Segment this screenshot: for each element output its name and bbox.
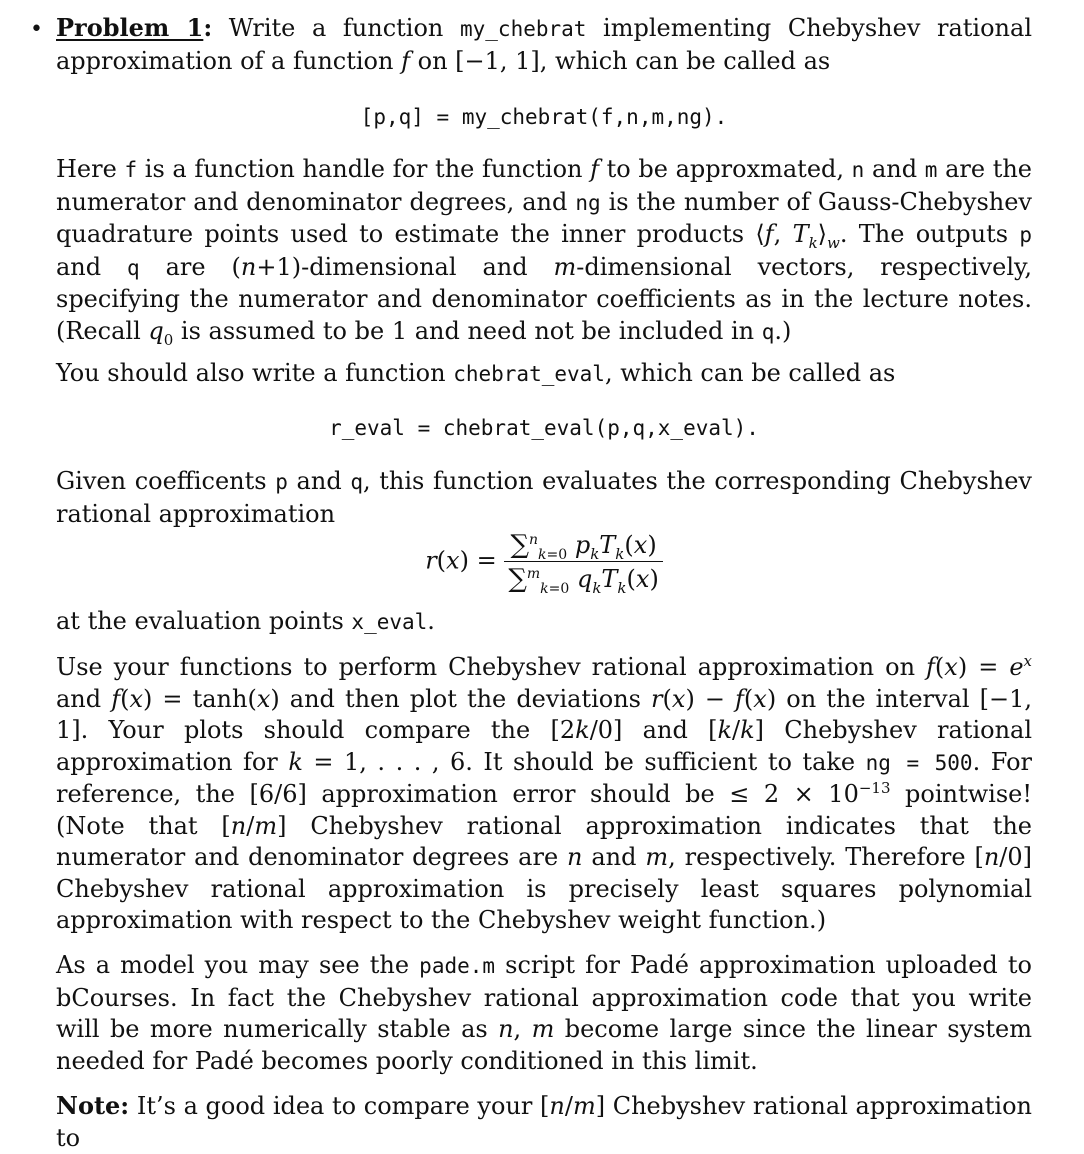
call-signature-1: [p,q] = my_chebrat(f,n,m,ng).: [360, 105, 728, 129]
paragraph-eval-intro: You should also write a function chebrat_eval, which can be called as: [56, 359, 896, 387]
rational-formula: r(x) = $\frac{\sum^n_{k=0} p_kT_k(x)}{\sum^m_{k=0} q_kT_k(x)}$: [56, 530, 1032, 594]
paragraph-use: Use your functions to perform Chebyshev rational approximation on $f(x) = e^x$ and f(x) = tanh(x) and then plot the deviations r(x) − f(x) on the interval [−1, 1]. Your plots should compare the [2k/0] and [k/k] Chebyshev rational approximation for k = 1, . . . , 6. It should be sufficient to take ng = 500. For reference, the [6/6] approximation error should be ≤ $2 \times 10^{-13}$ pointwise! (Note that [n/m] Chebyshev rational approximation indicates that the numerator and denominator degrees are n and m, respectively. Therefore [n/0] Chebyshev rational approximation is precisely least squares polynomial approximation with respect to the Chebyshev weight function.): [56, 652, 1033, 934]
paragraph-model: As a model you may see the pade.m script for Padé approximation uploaded to bCourses. In fact the Chebyshev rational approximation code that you write will be more numerically stable as n, m become large since the linear system needed for Padé becomes poorly conditioned in this limit.: [56, 951, 1032, 1075]
problem-title: Problem 1: [56, 13, 204, 42]
paragraph-note: Note: It’s a good idea to compare your [n/m] Chebyshev rational approximation to: [56, 1091, 1032, 1152]
paragraph-given: Given coefficents p and q, this function evaluates the corresponding Chebyshev rational approximation: [56, 467, 1032, 528]
note-label: Note:: [56, 1091, 130, 1120]
paragraph-params: Here f is a function handle for the function f to be approxmated, n and m are the numerator and denominator degrees, and ng is the number of Gauss-Chebyshev quadrature points used to estimate the inner products ⟨f, $T_k⟩_w$. The outputs p and q are (n+1)-dimensional and m-dimensional vectors, respectively, specifying the numerator and denominator coefficients as in the lecture notes. (Recall $q_0$ is assumed to be 1 and need not be included in q.): [56, 155, 1033, 349]
paragraph-eval-points: at the evaluation points x_eval.: [56, 607, 435, 635]
problem-intro: Problem 1: Write a function my_chebrat implementing Chebyshev rational approximation of a function f on [−1, 1], which can be called as: [56, 13, 1032, 75]
list-bullet: •: [30, 17, 43, 42]
call-signature-2: r_eval = chebrat_eval(p,q,x_eval).: [329, 416, 759, 440]
